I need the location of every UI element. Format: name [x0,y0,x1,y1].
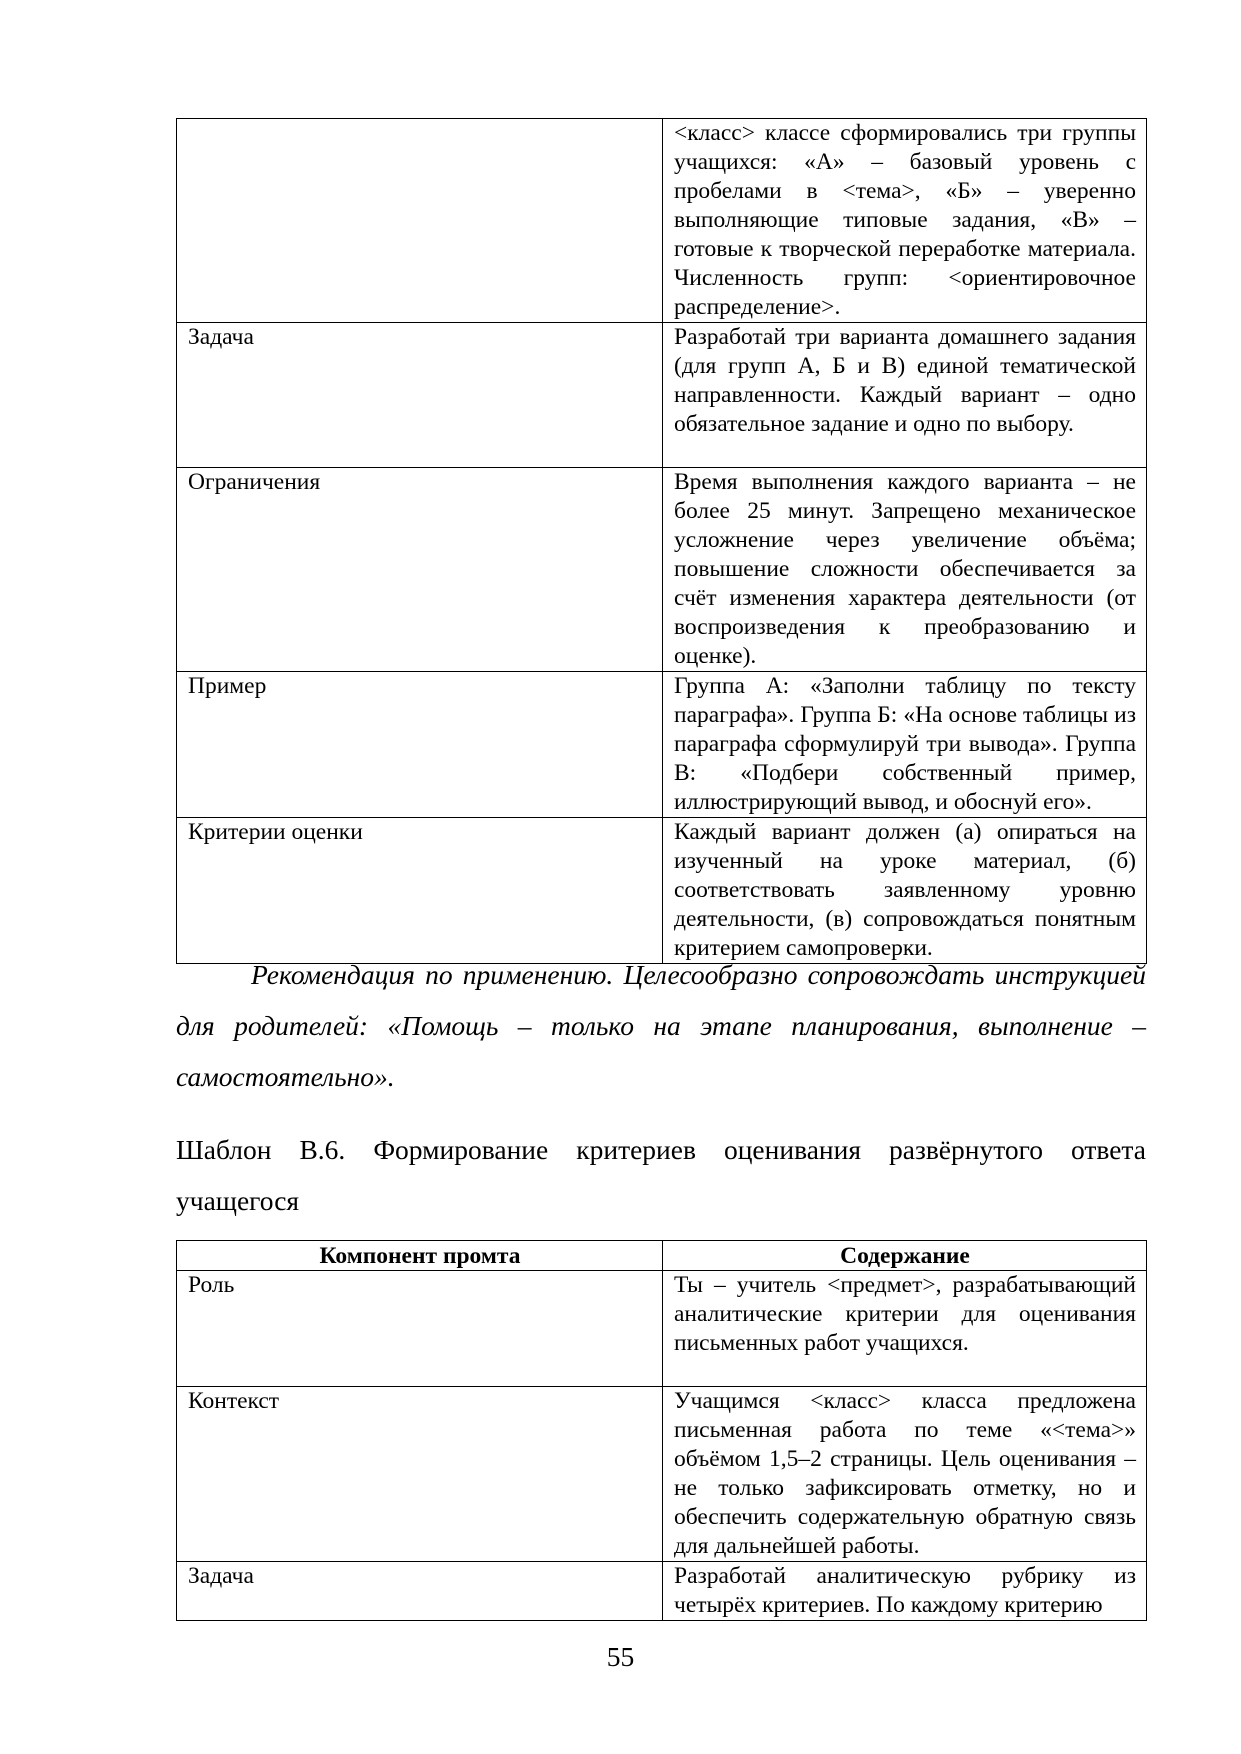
table-row [177,1562,1147,1621]
content-cell: Ты – учитель <предмет>, разрабатывающий аналитические критерии для оценивания письменных работ учащихся. [663,1271,1147,1387]
prompt-table-continued [176,118,1147,964]
prompt-table [176,1240,1147,1621]
table-header-row [177,1241,1147,1271]
recommendation-paragraph: Рекомендация по применению. Целесообразно сопровождать инструкцией для родителей: «Помощь – только на этапе планирования, выполнение – самостоятельно». [176,959,1146,1092]
component-cell: Задача [177,323,663,468]
component-cell [177,119,663,323]
component-cell: Пример [177,672,663,818]
table-row [177,672,1147,818]
component-cell: Ограничения [177,468,663,672]
column-header-component: Компонент промта [177,1241,663,1271]
table-row [177,1387,1147,1562]
table-row [177,818,1147,964]
column-header-content: Содержание [663,1241,1147,1271]
component-cell: Контекст [177,1387,663,1562]
content-cell: Группа А: «Заполни таблицу по тексту параграфа». Группа Б: «На основе таблицы из параграфа сформулируй три вывода». Группа В: «Подбери собственный пример, иллюстрирующий вывод, и обоснуй его». [663,672,1147,818]
component-cell: Задача [177,1562,663,1621]
content-cell: Разработай три варианта домашнего задания (для групп А, Б и В) единой тематической направленности. Каждый вариант – одно обязательное задание и одно по выбору. [663,323,1147,468]
component-cell: Критерии оценки [177,818,663,964]
page-number: 55 [606,1641,635,1672]
content-cell: Учащимся <класс> класса предложена письменная работа по теме «<тема>» объёмом 1,5–2 страницы. Цель оценивания – не только зафиксировать отметку, но и обеспечить содержательную обратную связь для дальнейшей работы. [663,1387,1147,1562]
content-cell: Каждый вариант должен (а) опираться на изученный на уроке материал, (б) соответствовать заявленному уровню деятельности, (в) сопровождаться понятным критерием самопроверки. [663,818,1147,964]
content-cell: Время выполнения каждого варианта – не более 25 минут. Запрещено механическое усложнение через увеличение объёма; повышение сложности обеспечивается за счёт изменения характера деятельности (от воспроизведения к преобразованию и оценке). [663,468,1147,672]
component-cell: Роль [177,1271,663,1387]
content-cell: Разработай аналитическую рубрику из четырёх критериев. По каждому критерию [663,1562,1147,1621]
table-row [177,1271,1147,1387]
table-row [177,323,1147,468]
template-heading: Шаблон В.6. Формирование критериев оценивания развёрнутого ответа учащегося [176,1134,1146,1216]
table-row [177,119,1147,323]
table-row [177,468,1147,672]
content-cell: <класс> классе сформировались три группы учащихся: «А» – базовый уровень с пробелами в <тема>, «Б» – уверенно выполняющие типовые задания, «В» – готовые к творческой переработке материала. Численность групп: <ориентировочное распределение>. [663,119,1147,323]
